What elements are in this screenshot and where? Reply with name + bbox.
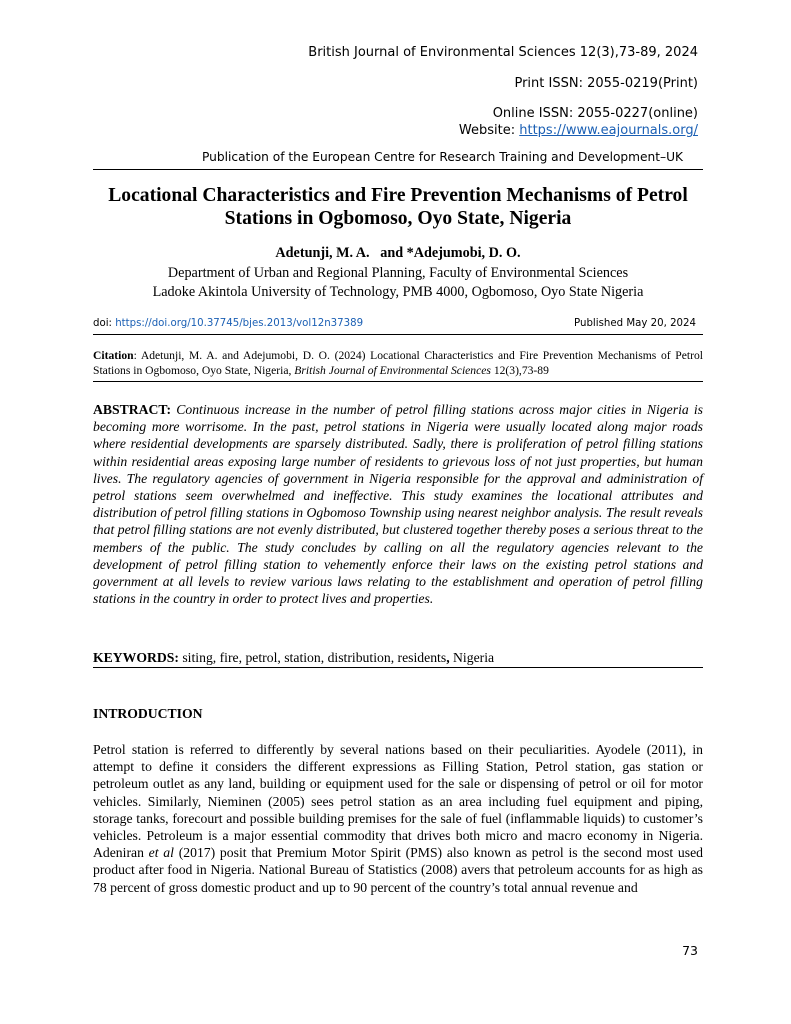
abstract-label: ABSTRACT:: [93, 402, 172, 417]
publisher-line: Publication of the European Centre for Research Training and Development–UK: [202, 150, 684, 164]
published-date: Published May 20, 2024: [574, 318, 696, 329]
doi-rule: [93, 334, 703, 335]
affiliation-university: Ladoke Akintola University of Technology, PMB 4000, Ogbomoso, Oyo State Nigeria: [152, 284, 644, 300]
keywords-comma: ,: [446, 650, 450, 665]
citation-volume: 12(3),73-89: [490, 364, 549, 377]
intro-etal: et al: [148, 845, 174, 861]
header-rule: [93, 169, 703, 170]
citation-journal: British Journal of Environmental Sciences: [294, 364, 491, 377]
keywords: [93, 650, 494, 666]
online-issn: Online ISSN: 2055-0227(online): [492, 106, 698, 121]
intro-text-1: Petrol station is referred to differently by several nations based on their peculiarities. Ayodele (2011), in attempt to define it considers the different expressions as Filling Station, Petrol station, gas station or petroleum outlet as any land, building or equipment used for the sale or dispensing of petrol or oil for motor vehicles. Similarly, Nieminen (2005) sees petrol station as an area including fuel equipment and piping, storage tanks, forecourt and possible building premises for the sale of fuel (inflammable liquids) to customer’s vehicles. Petroleum is a major essential commodity that drives both micro and macro economy in Nigeria. Adeniran: [93, 742, 703, 861]
keywords-label: KEYWORDS:: [93, 650, 179, 665]
website-label: Website:: [458, 123, 520, 138]
website-link[interactable]: https://www.eajournals.org/: [519, 123, 698, 138]
website-line: [459, 123, 698, 138]
affiliation-department: Department of Urban and Regional Planning, Faculty of Environmental Sciences: [167, 265, 629, 281]
citation-rule: [93, 381, 703, 382]
authors: Adetunji, M. A. and *Adejumobi, D. O.: [275, 245, 521, 261]
introduction-paragraph: [93, 741, 703, 896]
citation: [93, 348, 703, 378]
abstract-text: Continuous increase in the number of petrol filling stations across major cities in Nigeria is becoming more worrisome. In the past, petrol stations in Nigeria were usually located along major roads where residential developments are sparsely distributed. Sadly, there is proliferation of petrol filling stations within residential areas exposing large number of residents to grievous loss of not just properties, but human lives. The regulatory agencies of government in Nigeria responsible for the approval and administration of petrol stations seem overwhelmed and ineffective. This study examines the locational attributes and distribution of petrol filling stations in Ogbomoso Township using nearest neighbor analysis. The result reveals that petrol filling stations are not evenly distributed, but clustered together thereby poses a serious threat to the members of the public. The study concludes by calling on all the regulatory agencies relevant to the development of petrol filling station to vehemently enforce their laws on the existing petrol stations and government at all levels to review various laws relating to the establishment and operation of petrol filling stations in the country in order to protect lives and properties.: [93, 402, 703, 607]
citation-label: Citation: [93, 349, 134, 362]
doi-label: doi:: [93, 318, 116, 329]
keywords-last: Nigeria: [449, 650, 495, 665]
doi-line: [93, 318, 363, 329]
print-issn: Print ISSN: 2055-0219(Print): [514, 76, 698, 91]
keywords-text: siting, fire, petrol, station, distribution, residents: [178, 650, 447, 665]
doi-link[interactable]: https://doi.org/10.37745/bjes.2013/vol12n37389: [115, 318, 364, 329]
intro-text-2: (2017) posit that Premium Motor Spirit (PMS) also known as petrol is the second most used product after food in Nigeria. National Bureau of Statistics (2008) avers that petroleum accounts for as high as 78 percent of gross domestic product and up to 90 percent of the country’s total annual revenue and: [93, 845, 703, 895]
article-title: Locational Characteristics and Fire Prevention Mechanisms of Petrol Stations in Ogbomoso, Oyo State, Nigeria: [108, 185, 688, 229]
citation-text: : Adetunji, M. A. and Adejumobi, D. O. (2024) Locational Characteristics and Fire Prevention Mechanisms of Petrol Stations in Ogbomoso, Oyo State, Nigeria,: [93, 349, 703, 377]
introduction-heading: INTRODUCTION: [93, 706, 203, 721]
abstract: [93, 401, 703, 607]
keywords-rule: [93, 667, 703, 668]
page-number: 73: [682, 943, 698, 958]
journal-header: British Journal of Environmental Sciences 12(3),73-89, 2024: [308, 45, 698, 60]
